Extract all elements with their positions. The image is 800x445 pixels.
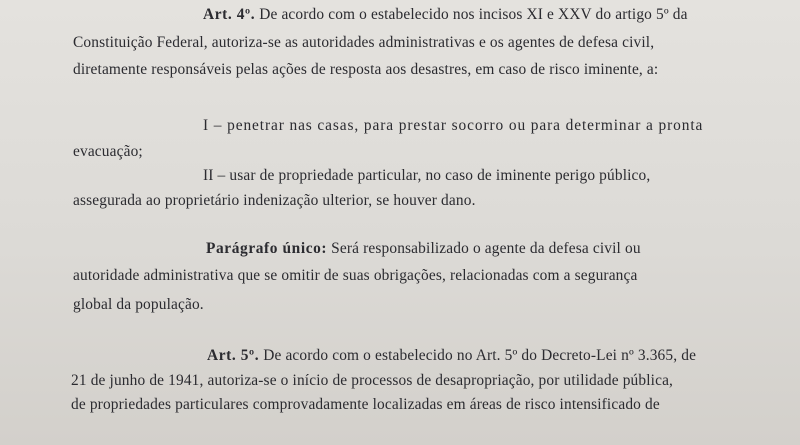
art4-line-3: diretamente responsáveis pelas ações de resposta aos desastres, em caso de risco iminente, a: [73,61,659,78]
paragraph-label: Parágrafo único: [206,240,328,257]
art5-text-1: De acordo com o estabelecido no Art. 5º do Decreto-Lei nº 3.365, de [263,347,697,364]
art5-line-1 [207,347,696,365]
art4-label: Art. 4º. [203,6,256,23]
item2-line-2: assegurada ao proprietário indenização ulterior, se houver dano. [73,192,476,209]
paragraph-line-3: global da população. [73,296,204,313]
art4-line-2: Constituição Federal, autoriza-se as autoridades administrativas e os agentes de defesa civil, [73,34,655,51]
item2-line-1: II – usar de propriedade particular, no caso de iminente perigo público, [203,167,651,184]
art4-text-1: De acordo com o estabelecido nos incisos XI e XXV do artigo 5º da [259,6,688,23]
art5-line-2: 21 de junho de 1941, autoriza-se o início de processos de desapropriação, por utilidade pública, [71,372,674,389]
art5-line-3: de propriedades particulares comprovadamente localizadas em áreas de risco intensificado de [71,396,660,413]
art5-label: Art. 5º. [207,347,260,364]
art4-line-1 [203,6,688,24]
paragraph-line-2: autoridade administrativa que se omitir de suas obrigações, relacionadas com a segurança [73,267,638,284]
paragraph-line-1 [206,240,641,258]
paragraph-text-1: Será responsabilizado o agente da defesa civil ou [331,240,641,257]
item1-line-2: evacuação; [73,143,143,160]
item1-line-1: I – penetrar nas casas, para prestar socorro ou para determinar a pronta [203,117,704,134]
